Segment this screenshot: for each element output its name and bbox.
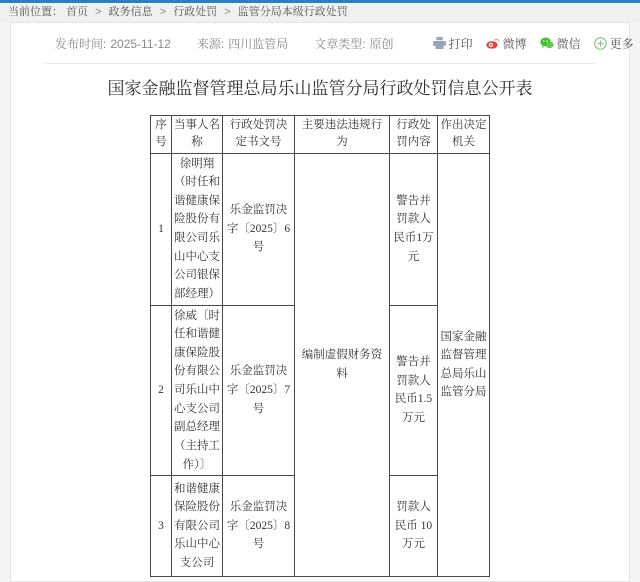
article-meta-bar (11, 23, 634, 63)
breadcrumb (0, 3, 640, 22)
penalty-table (150, 115, 490, 577)
meta-divider (45, 63, 595, 64)
header-doc: 行政处罚决定书文号 (223, 116, 295, 154)
publish-date (55, 35, 171, 52)
share-actions (420, 35, 634, 52)
article-type-value: 原创 (369, 36, 394, 51)
article-type-label: 文章类型: (314, 36, 366, 51)
row3-no: 3 (151, 476, 172, 577)
row3-doc-no: 乐金监罚决字〔2025〕8号 (223, 476, 295, 577)
row1-party-name: 徐明翔（时任和谐健康保险股份有限公司乐山中心支公司银保部经理） (172, 153, 223, 305)
breadcrumb-separator: > (95, 6, 102, 18)
article-source (197, 35, 288, 52)
article-source-label: 来源: (196, 36, 225, 51)
row1-penalty: 警告并罚款人民币1万元 (390, 153, 438, 305)
authority-merged-cell: 国家金融监督管理总局乐山监管分局 (438, 153, 490, 577)
article-source-value: 四川监管局 (228, 36, 289, 51)
article-type (314, 35, 393, 52)
share-weibo-button[interactable] (486, 35, 527, 52)
row1-doc-no: 乐金监罚决字〔2025〕6号 (223, 153, 295, 305)
share-more-button[interactable] (594, 35, 634, 52)
printer-icon (433, 37, 446, 49)
row2-penalty: 警告并罚款人民币1.5万元 (390, 305, 438, 476)
share-wechat-button[interactable] (540, 35, 581, 52)
header-authority: 作出决定机关 (438, 116, 490, 154)
more-label: 更多 (609, 36, 634, 51)
publish-date-value: 2025-11-12 (110, 36, 171, 51)
wechat-label: 微信 (556, 36, 581, 51)
row2-party-name: 徐威〔时任和谐健康保险股份有限公司乐山中心支公司副总经理（主持工作）〕 (172, 305, 223, 476)
table-header-row (151, 116, 490, 154)
plus-circle-icon (594, 37, 607, 50)
print-label: 打印 (448, 36, 473, 51)
breadcrumb-home[interactable]: 首页 (66, 6, 89, 18)
publish-date-label: 发布时间: (55, 36, 107, 51)
header-penalty: 行政处罚内容 (390, 116, 438, 154)
weibo-label: 微博 (502, 36, 527, 51)
header-no: 序号 (151, 116, 172, 154)
row2-no: 2 (151, 305, 172, 476)
violation-merged-cell: 编制虚假财务资料 (295, 153, 390, 577)
page-title: 国家金融监督管理总局乐山监管分局行政处罚信息公开表 (107, 79, 533, 98)
breadcrumb-label: 当前位置： (8, 6, 63, 18)
row1-no: 1 (151, 153, 172, 305)
table-row (151, 153, 490, 305)
breadcrumb-separator: > (159, 6, 167, 18)
breadcrumb-separator: > (224, 6, 231, 18)
print-button[interactable] (433, 35, 473, 52)
row3-party-name: 和谐健康保险股份有限公司乐山中心支公司 (172, 476, 223, 577)
wechat-icon (540, 37, 554, 49)
header-violation: 主要违法违规行为 (295, 116, 390, 154)
weibo-icon (486, 37, 500, 49)
header-party: 当事人名称 (172, 116, 223, 154)
row2-doc-no: 乐金监罚决字〔2025〕7号 (223, 305, 295, 476)
breadcrumb-admin-penalty[interactable]: 行政处罚 (173, 6, 218, 18)
breadcrumb-gov-info[interactable]: 政务信息 (108, 6, 153, 18)
breadcrumb-branch-penalty[interactable]: 监管分局本级行政处罚 (237, 6, 348, 18)
article-panel (10, 22, 634, 582)
row3-penalty: 罚款人民币 10 万元 (390, 476, 438, 577)
